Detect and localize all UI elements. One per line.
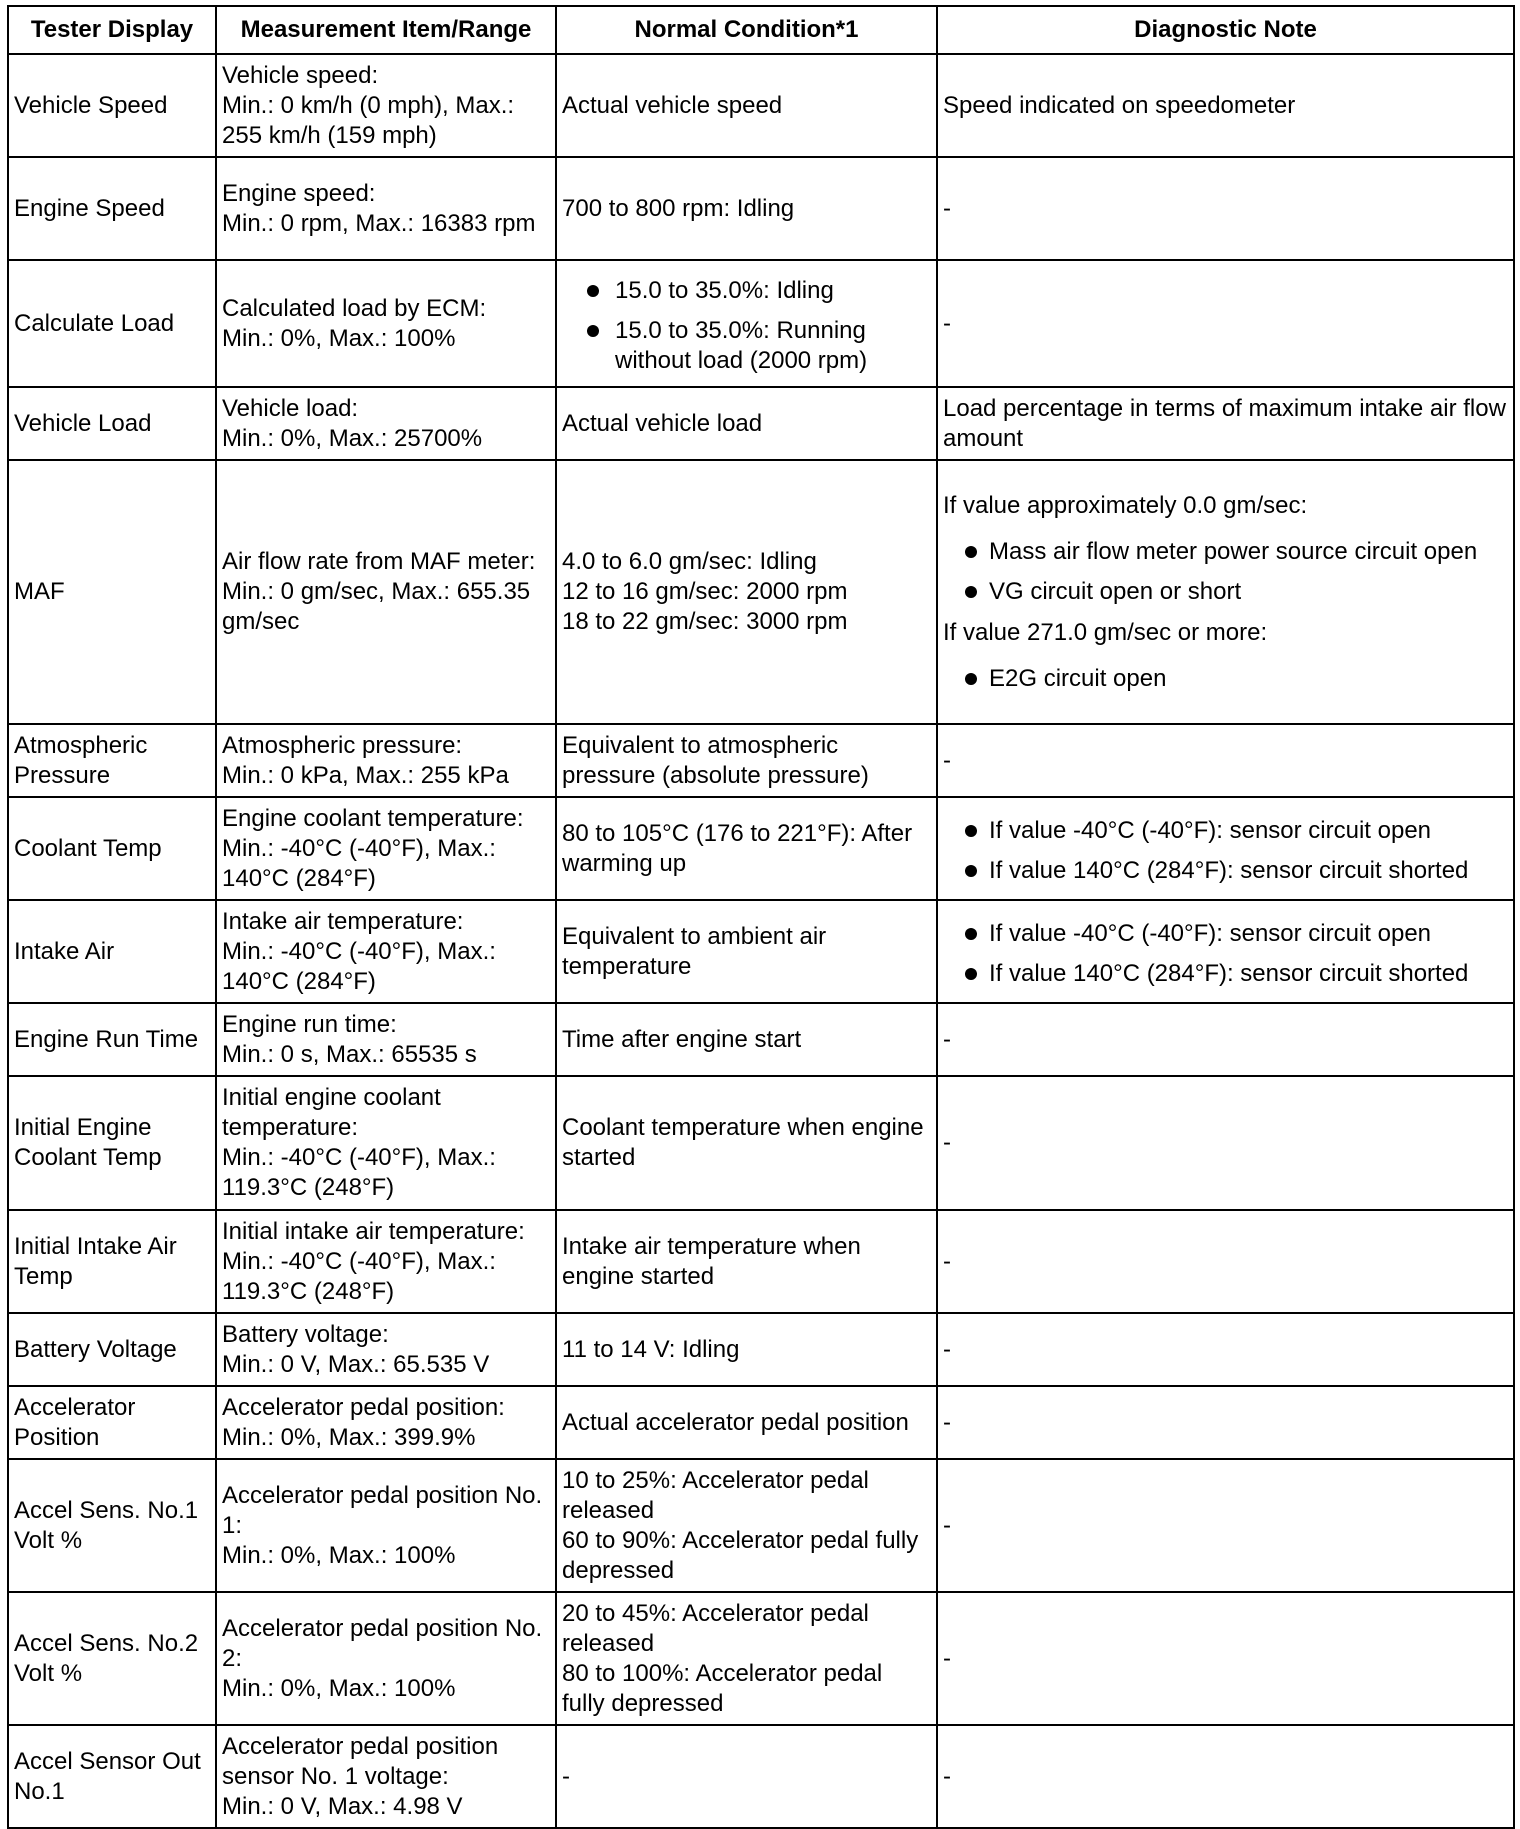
diagnostic-note-cell: - <box>937 1386 1514 1459</box>
note-list <box>943 664 1508 694</box>
measurement-cell: Initial engine coolant temperature: Min.: -40°C (-40°F), Max.: 119.3°C (248°F) <box>216 1076 556 1210</box>
diagnostic-note-cell: - <box>937 1003 1514 1076</box>
table-row <box>8 1592 1514 1725</box>
tester-display-cell: Initial Engine Coolant Temp <box>8 1076 216 1210</box>
list-item: If value 140°C (284°F): sensor circuit shorted <box>943 856 1508 886</box>
diagnostic-note-cell: - <box>937 724 1514 797</box>
normal-condition-cell: 20 to 45%: Accelerator pedal released 80 to 100%: Accelerator pedal fully depressed <box>556 1592 937 1725</box>
normal-condition-cell: Equivalent to ambient air temperature <box>556 900 937 1003</box>
list-item: Mass air flow meter power source circuit open <box>943 537 1508 567</box>
diagnostic-note-cell: - <box>937 1592 1514 1725</box>
measurement-cell: Accelerator pedal position No. 1: Min.: 0%, Max.: 100% <box>216 1459 556 1592</box>
normal-condition-cell: Intake air temperature when engine started <box>556 1210 937 1313</box>
tester-display-cell: Accel Sens. No.1 Volt % <box>8 1459 216 1592</box>
table-row <box>8 1386 1514 1459</box>
tester-display-cell: Atmospheric Pressure <box>8 724 216 797</box>
table-row <box>8 1076 1514 1210</box>
tester-display-cell: Intake Air <box>8 900 216 1003</box>
list-item: If value 140°C (284°F): sensor circuit shorted <box>943 959 1508 989</box>
note-intro: If value approximately 0.0 gm/sec: <box>943 491 1308 519</box>
tester-display-cell: Accel Sensor Out No.1 <box>8 1725 216 1828</box>
measurement-cell: Air flow rate from MAF meter: Min.: 0 gm/sec, Max.: 655.35 gm/sec <box>216 460 556 724</box>
diagnostic-note-cell: - <box>937 1459 1514 1592</box>
header-tester-display: Tester Display <box>8 6 216 54</box>
diagnostic-note-cell <box>937 460 1514 724</box>
measurement-cell: Initial intake air temperature: Min.: -40°C (-40°F), Max.: 119.3°C (248°F) <box>216 1210 556 1313</box>
tester-display-cell: Accel Sens. No.2 Volt % <box>8 1592 216 1725</box>
tester-display-cell: Calculate Load <box>8 260 216 387</box>
table-row <box>8 1003 1514 1076</box>
list-item: 15.0 to 35.0%: Idling <box>562 276 931 306</box>
measurement-cell: Atmospheric pressure: Min.: 0 kPa, Max.: 255 kPa <box>216 724 556 797</box>
list-item: 15.0 to 35.0%: Running without load (2000 rpm) <box>562 316 931 376</box>
normal-condition-cell: Coolant temperature when engine started <box>556 1076 937 1210</box>
measurement-cell: Calculated load by ECM: Min.: 0%, Max.: 100% <box>216 260 556 387</box>
list-item: E2G circuit open <box>943 664 1508 694</box>
table-row <box>8 460 1514 724</box>
measurement-cell: Vehicle speed: Min.: 0 km/h (0 mph), Max.: 255 km/h (159 mph) <box>216 54 556 157</box>
tester-display-cell: Accelerator Position <box>8 1386 216 1459</box>
tester-display-cell: Vehicle Speed <box>8 54 216 157</box>
header-diagnostic-note: Diagnostic Note <box>937 6 1514 54</box>
normal-condition-cell: 4.0 to 6.0 gm/sec: Idling 12 to 16 gm/sec: 2000 rpm 18 to 22 gm/sec: 3000 rpm <box>556 460 937 724</box>
note-intro: If value 271.0 gm/sec or more: <box>943 618 1268 646</box>
measurement-cell: Engine run time: Min.: 0 s, Max.: 65535 s <box>216 1003 556 1076</box>
table-row <box>8 1210 1514 1313</box>
table-row <box>8 797 1514 900</box>
diagnostic-note-cell <box>937 900 1514 1003</box>
table-row <box>8 724 1514 797</box>
note-list <box>943 919 1508 989</box>
table-row <box>8 157 1514 260</box>
diagnostic-note-cell: Speed indicated on speedometer <box>937 54 1514 157</box>
measurement-cell: Engine speed: Min.: 0 rpm, Max.: 16383 rpm <box>216 157 556 260</box>
table-row <box>8 900 1514 1003</box>
tester-display-cell: Initial Intake Air Temp <box>8 1210 216 1313</box>
normal-condition-cell <box>556 260 937 387</box>
diagnostic-note-cell: - <box>937 1725 1514 1828</box>
header-normal-condition: Normal Condition*1 <box>556 6 937 54</box>
measurement-cell: Battery voltage: Min.: 0 V, Max.: 65.535 V <box>216 1313 556 1386</box>
header-measurement: Measurement Item/Range <box>216 6 556 54</box>
normal-condition-cell: Equivalent to atmospheric pressure (absolute pressure) <box>556 724 937 797</box>
table-row <box>8 54 1514 157</box>
tester-display-cell: Vehicle Load <box>8 387 216 460</box>
note-list <box>943 537 1508 607</box>
measurement-cell: Intake air temperature: Min.: -40°C (-40°F), Max.: 140°C (284°F) <box>216 900 556 1003</box>
diagnostic-note-cell: - <box>937 1076 1514 1210</box>
list-item: VG circuit open or short <box>943 577 1508 607</box>
normal-condition-cell: 10 to 25%: Accelerator pedal released 60 to 90%: Accelerator pedal fully depressed <box>556 1459 937 1592</box>
normal-condition-cell: 80 to 105°C (176 to 221°F): After warming up <box>556 797 937 900</box>
table-row <box>8 260 1514 387</box>
normal-condition-cell: - <box>556 1725 937 1828</box>
normal-condition-cell: Actual vehicle load <box>556 387 937 460</box>
data-list-table <box>7 5 1515 1829</box>
table-row <box>8 1725 1514 1828</box>
diagnostic-note-cell: Load percentage in terms of maximum intake air flow amount <box>937 387 1514 460</box>
normal-condition-cell: 11 to 14 V: Idling <box>556 1313 937 1386</box>
diagnostic-note-cell: - <box>937 1210 1514 1313</box>
diagnostic-note-cell: - <box>937 1313 1514 1386</box>
normal-condition-cell: Actual accelerator pedal position <box>556 1386 937 1459</box>
tester-display-cell: MAF <box>8 460 216 724</box>
diagnostic-note-cell <box>937 797 1514 900</box>
measurement-cell: Accelerator pedal position No. 2: Min.: 0%, Max.: 100% <box>216 1592 556 1725</box>
measurement-cell: Vehicle load: Min.: 0%, Max.: 25700% <box>216 387 556 460</box>
tester-display-cell: Engine Run Time <box>8 1003 216 1076</box>
table-row <box>8 1459 1514 1592</box>
tester-display-cell: Engine Speed <box>8 157 216 260</box>
list-item: If value -40°C (-40°F): sensor circuit open <box>943 919 1508 949</box>
diagnostic-note-cell: - <box>937 260 1514 387</box>
note-list <box>943 816 1508 886</box>
header-row <box>8 6 1514 54</box>
normal-condition-cell: Time after engine start <box>556 1003 937 1076</box>
list-item: If value -40°C (-40°F): sensor circuit open <box>943 816 1508 846</box>
tester-display-cell: Coolant Temp <box>8 797 216 900</box>
table-row <box>8 387 1514 460</box>
normal-condition-cell: 700 to 800 rpm: Idling <box>556 157 937 260</box>
normal-condition-list <box>562 276 931 376</box>
normal-condition-cell: Actual vehicle speed <box>556 54 937 157</box>
table-row <box>8 1313 1514 1386</box>
measurement-cell: Accelerator pedal position: Min.: 0%, Max.: 399.9% <box>216 1386 556 1459</box>
tester-display-cell: Battery Voltage <box>8 1313 216 1386</box>
diagnostic-note-cell: - <box>937 157 1514 260</box>
measurement-cell: Engine coolant temperature: Min.: -40°C (-40°F), Max.: 140°C (284°F) <box>216 797 556 900</box>
measurement-cell: Accelerator pedal position sensor No. 1 voltage: Min.: 0 V, Max.: 4.98 V <box>216 1725 556 1828</box>
